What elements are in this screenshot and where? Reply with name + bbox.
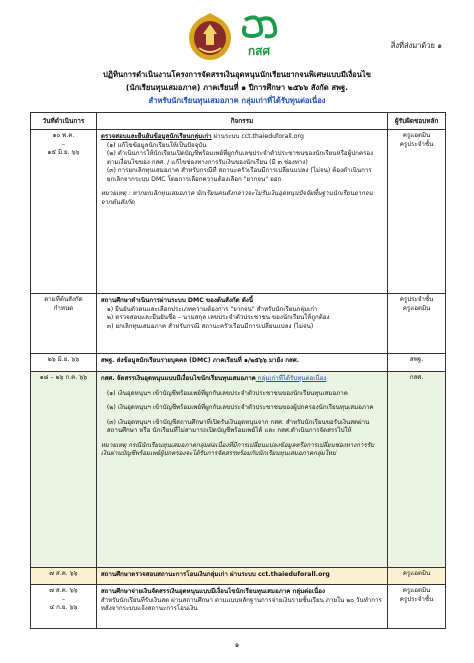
header-responsible: ผู้รับผิดชอบหลัก: [388, 113, 446, 130]
activity-title: สถานศึกษาดำเนินการผ่านระบบ DMC ของต้นสังกัด ดังนี้: [100, 297, 254, 304]
responsible-cell: [388, 294, 446, 354]
responsible-text: ครูประจำชั้น: [399, 140, 434, 148]
activity-cell: [96, 130, 387, 294]
date-text: ๗ ส.ค. ๖๖: [49, 587, 78, 594]
date-text: ๒๖ มิ.ย. ๖๖: [47, 356, 80, 363]
date-cell: [31, 568, 97, 585]
activity-note: หมายเหตุ กรณีนักเรียนทุนเสมอภาคกลุ่มต่อเนื่องที่มีการเปลี่ยนแปลงข้อมูลหรือการเปลี่ยนช่องทางการรับเงินผ่านบัญชีพร้อมเพย์ผู้ปกครองจะได้รับการจัดสรรพร้อมกับนักเรียนทุนเสมอภาคกลุ่มใหม่: [100, 441, 375, 457]
responsible-text: ครูประจำชั้น: [399, 296, 434, 303]
obec-emblem-logo: [187, 12, 233, 62]
date-text: –: [61, 595, 65, 603]
date-cell: [31, 294, 97, 354]
responsible-cell: [388, 372, 446, 568]
responsible-text: ครูประจำชั้น: [399, 595, 434, 603]
activity-cell: [96, 354, 387, 372]
activity-item: (๒) ดำเนินการให้นักเรียนเปิดบัญชีพร้อมเพย์ที่ผูกกับเลขประจำตัวประชาชนของนักเรียนหรือผู้ปกครอง ตามเงื่อนไขของ กสศ. / แก้ไขช่องทางการรับเงินของนักเรียน (มี ๓ ช่องทาง): [106, 150, 374, 166]
header-activity: กิจกรรม: [96, 113, 387, 130]
table-row: [31, 130, 446, 294]
date-text: ๔ ก.ย. ๖๖: [49, 604, 78, 611]
activity-cell: [96, 585, 387, 629]
date-text: ๑๕ มิ.ย. ๖๖: [47, 149, 80, 156]
table-row: [31, 585, 446, 629]
activity-item: (๓) เงินอุดหนุนฯ เข้าบัญชีสถานศึกษาที่เปิดรับเงินอุดหนุนจาก กสศ. สำหรับนักเรียนขอรับเงินสดผ่านสถานศึกษา หรือ นักเรียนที่ไม่สามารถเปิดบัญชีพร้อมเพย์ได้ และ กสศ.ดำเนินการจัดสรรไปให้: [106, 418, 370, 434]
date-text: ตามที่ต้นสังกัด: [44, 296, 83, 303]
date-text: –: [61, 140, 65, 148]
table-row: [31, 354, 446, 372]
date-cell: [31, 130, 97, 294]
responsible-text: ครูแอดมิน: [402, 570, 431, 577]
activity-item: (๑) เงินอุดหนุนฯ เข้าบัญชีพร้อมเพย์ที่ผูกกับเลขประจำตัวประชาชนของนักเรียนทุนเสมอภาค: [106, 389, 348, 397]
responsible-cell: [388, 130, 446, 294]
activity-item: ๑) ยืนยันตัวตนและเลือกประเภทความต้องการ "ยากจน" สำหรับนักเรียนกลุ่มเก่า: [106, 305, 318, 313]
activity-item: ๒) ตรวจสอบและยืนยันชื่อ – นามสกุล เลขประจำตัวประชาชน ของนักเรียนให้ถูกต้อง: [106, 314, 330, 321]
activity-title: กสศ. จัดสรรเงินอุดหนุนแบบมีเงื่อนไขนักเรียนทุนเสมอภาค: [100, 375, 256, 382]
activity-note: หมายเหตุ : หากยกเลิกทุนเสมอภาค นักเรียนคนดังกล่าวจะไม่รับเงินอุดหนุนปัจจัยพื้นฐานนักเรียนยากจน จากต้นสังกัด: [100, 190, 373, 206]
activity-text: สำหรับนักเรียนที่รับเงินสด ผ่านสถานศึกษา ตามแบบหลักฐานการจ่ายเงินรายชั้นเรียน ภายใน ๒๐ วันทำการหลังจากระบบแจ้งสถานะการโอนเงิน: [100, 596, 382, 612]
responsible-cell: [388, 354, 446, 372]
date-text: ๗ ส.ค. ๖๖: [49, 570, 78, 577]
schedule-table: [30, 112, 446, 629]
responsible-text: สพฐ.: [409, 356, 424, 363]
activity-title-suffix: กลุ่มเก่าที่ได้รับทุนต่อเนื่อง: [255, 375, 327, 382]
table-row: [31, 294, 446, 354]
activity-title: สถานศึกษาตรวจสอบสถานะการโอนเงินกลุ่มเก่า ผ่านระบบ cct.thaieduforall.org: [100, 571, 330, 578]
activity-item: (๑) แก้ไขข้อมูลนักเรียนให้เป็นปัจจุบัน: [106, 141, 207, 149]
table-row: [31, 372, 446, 568]
header-date: วันที่ดำเนินการ: [31, 113, 97, 130]
responsible-text: ครูแอดมิน: [402, 132, 431, 139]
table-row: [31, 568, 446, 585]
table-header-row: [31, 113, 446, 130]
activity-cell: [96, 568, 387, 585]
page-number: ๑: [234, 641, 240, 649]
responsible-cell: [388, 568, 446, 585]
date-cell: [31, 585, 97, 629]
activity-title-suffix: ผ่านระบบ cct.thaieduforall.org: [211, 133, 304, 140]
logo-text: กสศ: [247, 44, 271, 58]
attachment-label: สิ่งที่ส่งมาด้วย ๑: [390, 41, 442, 50]
responsible-text: ครูแอดมิน: [402, 304, 431, 312]
title-line-3: สำหรับนักเรียนทุนเสมอภาค กลุ่มเก่าที่ได้รับทุนต่อเนื่อง: [148, 96, 326, 105]
activity-item: (๓) การยกเลิกทุนเสมอภาค สำหรับกรณีที่ สถานะครัวเรือนมีการเปลี่ยนแปลง (ไม่จน) ต้องดำเนินการยกเลิกจากระบบ DMC โดยการเลือกความต้องเลือก "ยากจน" ออก: [106, 167, 372, 183]
eef-ksk-logo: [237, 14, 281, 60]
activity-title: สพฐ. ส่งข้อมูลนักเรียนรายบุคคล (DMC) ภาคเรียนที่ ๑/๒๕๖๖ มายัง กสศ.: [100, 357, 300, 364]
date-cell: [31, 354, 97, 372]
activity-item: ๓) ยกเลิกทุนเสมอภาค สำหรับกรณี สถานะครัวเรือนมีการเปลี่ยนแปลง (ไม่จน): [106, 322, 314, 330]
date-text: กำหนด: [53, 304, 74, 312]
activity-cell: [96, 294, 387, 354]
title-line-1: ปฏิทินการดำเนินงานโครงการจัดสรรเงินอุดหนุนนักเรียนยากจนพิเศษแบบมีเงื่อนไข: [103, 70, 371, 79]
title-line-2: (นักเรียนทุนเสมอภาค) ภาคเรียนที่ ๑ ปีการศึกษา ๒๕๖๖ สังกัด สพฐ.: [125, 83, 349, 92]
date-text: ๑๐ พ.ค.: [52, 132, 75, 139]
date-cell: [31, 372, 97, 568]
date-text: ๑๘ – ๒๖ ก.ค. ๖๖: [39, 374, 88, 381]
activity-title: ตรวจสอบและยืนยันข้อมูลนักเรียนกลุ่มเก่า: [100, 133, 212, 140]
responsible-cell: [388, 585, 446, 629]
activity-cell: [96, 372, 387, 568]
activity-title: สถานศึกษาจ่ายเงินจัดสรรเงินอุดหนุนแบบมีเงื่อนไขนักเรียนทุนเสมอภาค กลุ่มต่อเนื่อง: [100, 588, 325, 595]
activity-item: (๒) เงินอุดหนุนฯ เข้าบัญชีพร้อมเพย์ที่ผูกกับเลขประจำตัวประชาชนของผู้ปกครองนักเรียนทุนเสมอภาค: [106, 404, 374, 411]
responsible-text: กสศ.: [409, 374, 424, 381]
responsible-text: ครูแอดมิน: [402, 587, 431, 594]
